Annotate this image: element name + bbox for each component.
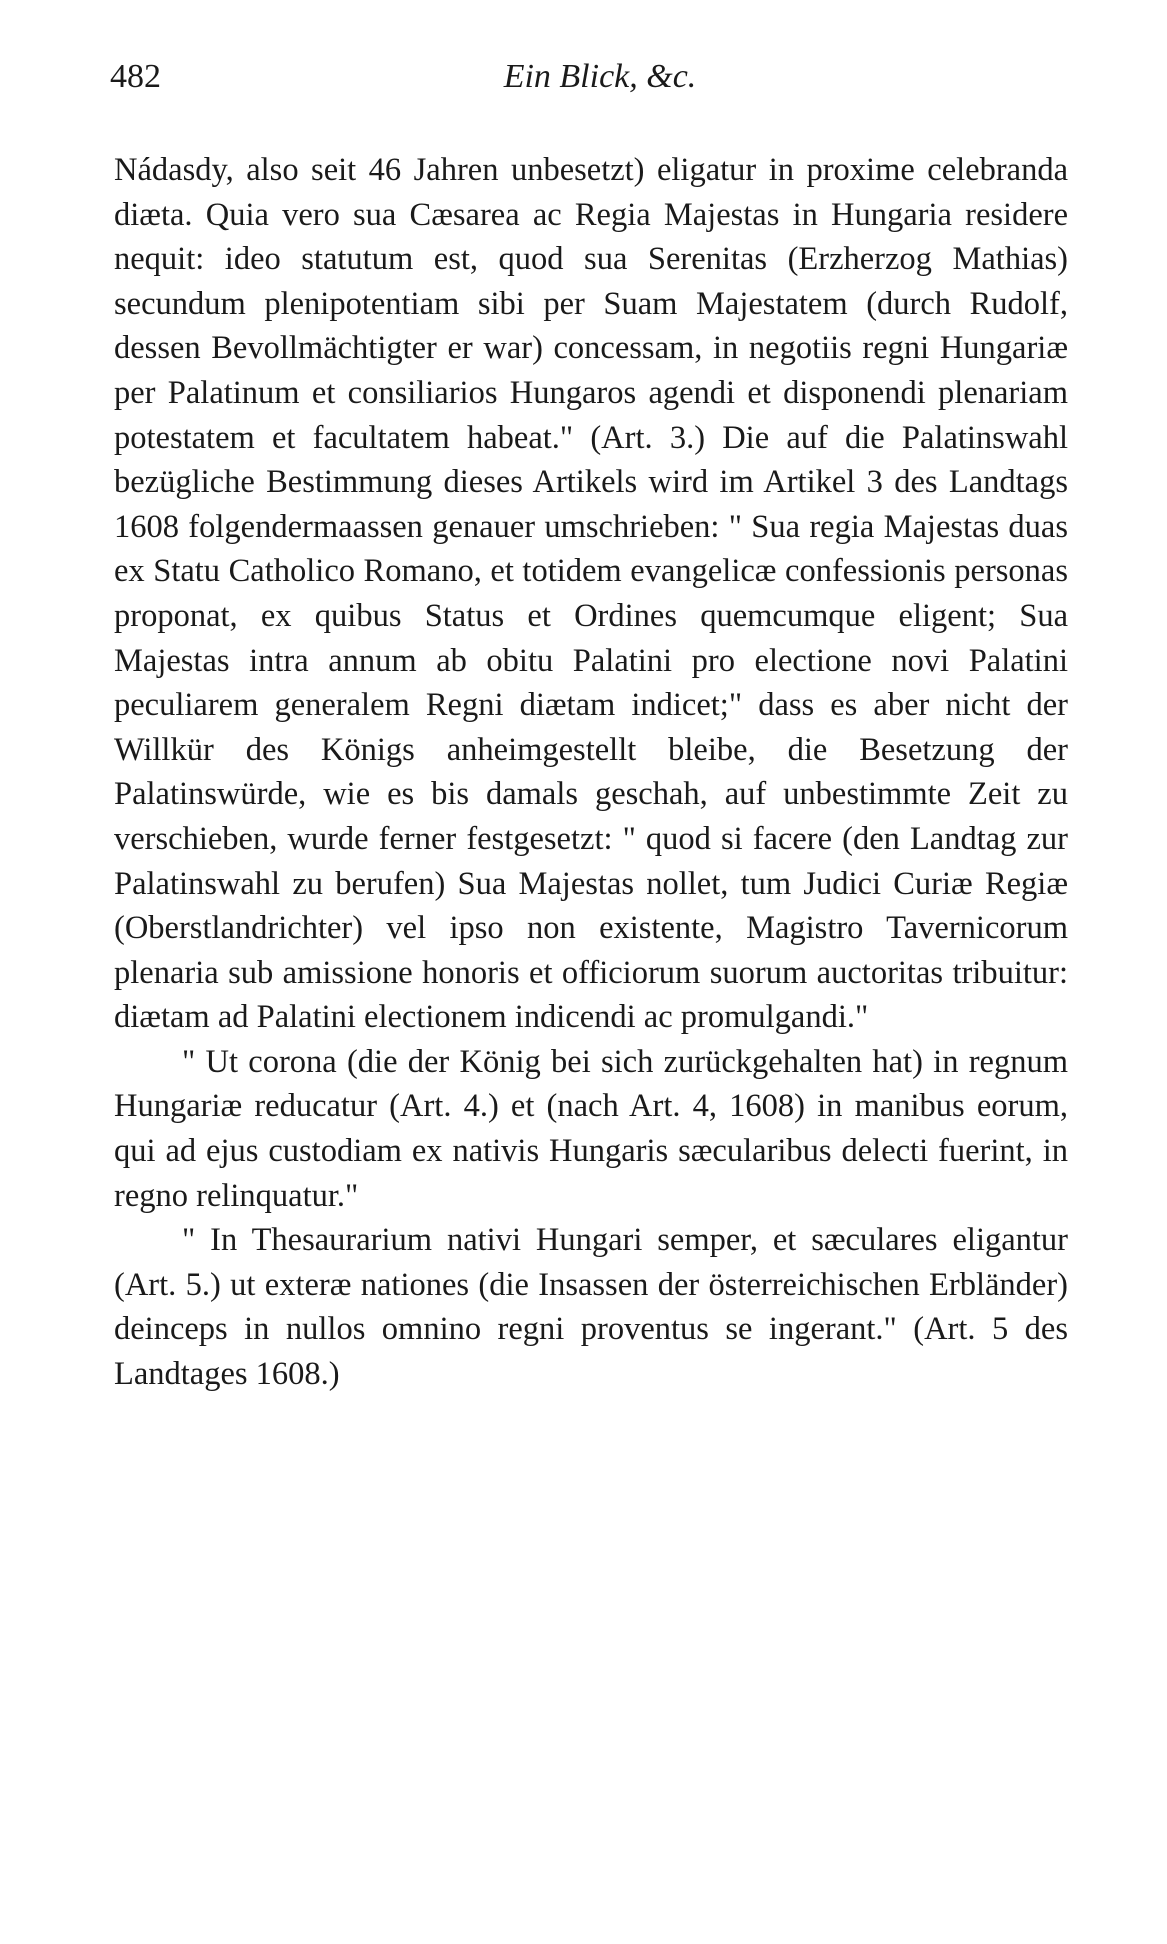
- running-title: Ein Blick, &c.: [503, 58, 697, 95]
- paragraph-crown: " Ut corona (die der König bei sich zurückgehalten hat) in regnum Hungariæ reducatur (Art. 4.) et (nach Art. 4, 1608) in manibus eorum, qui ad ejus custodiam ex nativis Hungaris sæcularibus delecti fuerint, in regno relinquatur.": [114, 1043, 1068, 1214]
- page-header: [110, 58, 1070, 108]
- page-number: 482: [110, 58, 161, 95]
- paragraph-palatine-election: Nádasdy, also seit 46 Jahren unbesetzt) eligatur in proxime celebranda diæta. Quia vero sua Cæsarea ac Regia Majestas in Hungaria residere nequit: ideo statutum est, quod sua Serenitas (Erzherzog Mathias) secundum plenipotentiam sibi per Suam Majestatem (durch Rudolf, dessen Bevollmächtigter er war) concessam, in negotiis regni Hungariæ per Palatinum et consiliarios Hungaros agendi et disponendi plenariam potestatem et facultatem habeat." (Art. 3.) Die auf die Palatinswahl bezügliche Bestimmung dieses Artikels wird im Artikel 3 des Landtags 1608 folgendermaassen genauer umschrieben: " Sua regia Majestas duas ex Statu Catholico Romano, et totidem evangelicæ confessionis personas proponat, ex quibus Status et Ordines quemcumque eligent; Sua Majestas intra annum ab obitu Palatini pro electione novi Palatini peculiarem generalem Regni diætam indicet;" dass es aber nicht der Willkür des Königs anheimgestellt bleibe, die Besetzung der Palatinswürde, wie es bis damals geschah, auf unbestimmte Zeit zu verschieben, wurde ferner festgesetzt: " quod si facere (den Landtag zur Palatinswahl zu berufen) Sua Majestas nollet, tum Judici Curiæ Regiæ (Oberstlandrichter) vel ipso non existente, Magistro Tavernicorum plenaria sub amissione honoris et officiorum suorum auctoritas tribuitur: diætam ad Palatini electionem indicendi ac promulgandi.": [114, 152, 1068, 1036]
- body-text: [114, 148, 1068, 1397]
- paragraph-treasurer: " In Thesaurarium nativi Hungari semper, et sæculares eligantur (Art. 5.) ut exteræ nationes (die Insassen der österreichischen Erbländer) deinceps in nullos omnino regni proventus se ingerant." (Art. 5 des Landtages 1608.): [114, 1222, 1068, 1393]
